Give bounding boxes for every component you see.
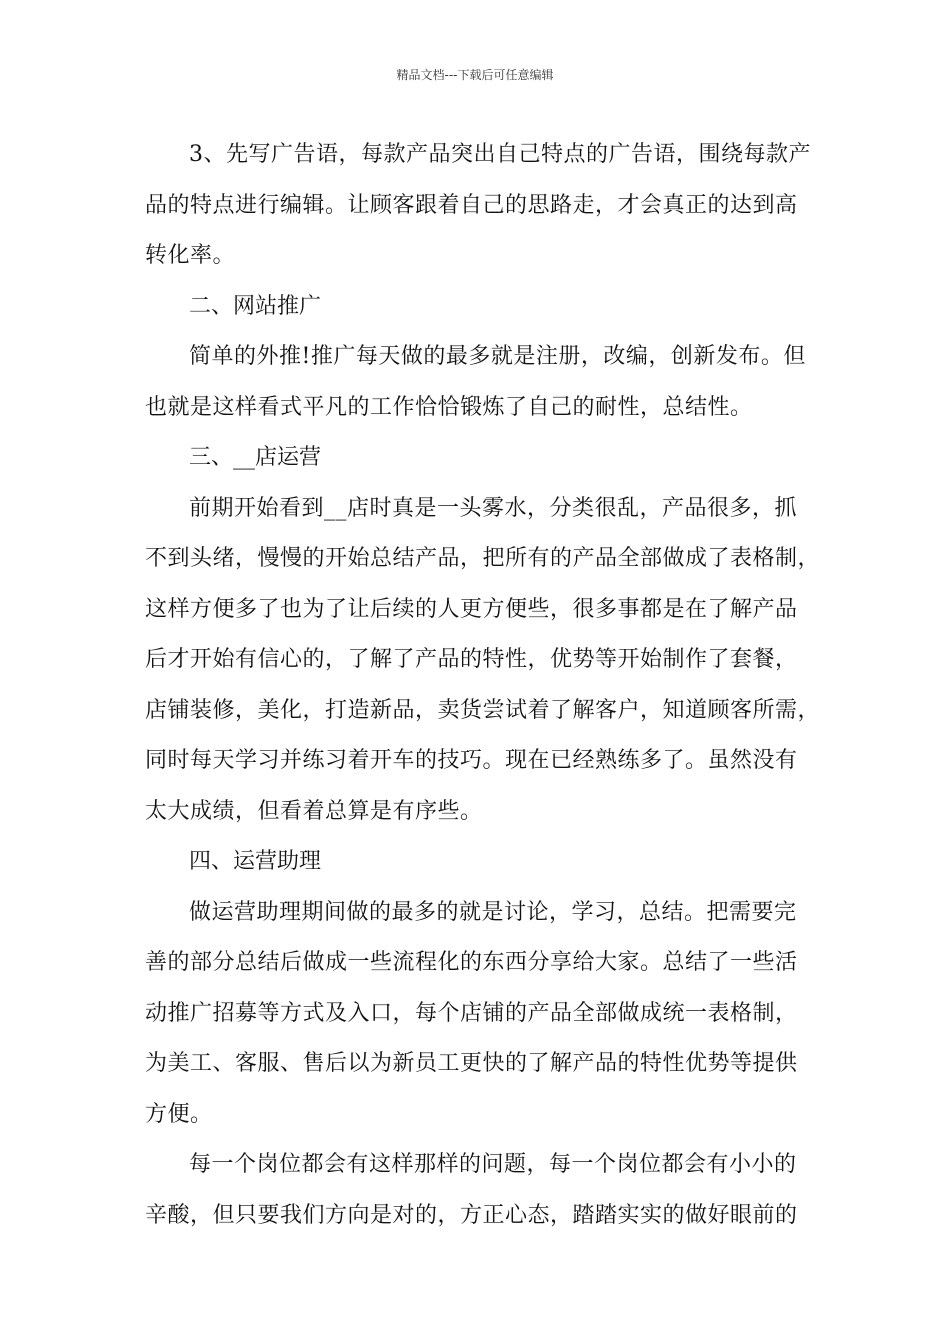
- paragraph-ad-slogan: [145, 130, 815, 282]
- text-line: 前期开始看到__店时真是一头雾水，分类很乱，产品很多，抓: [189, 495, 798, 521]
- document-body: [145, 130, 821, 1241]
- text-line: 品的特点进行编辑。让顾客跟着自己的思路走，才会真正的达到高: [145, 192, 798, 218]
- paragraph-store-operation: [145, 484, 821, 838]
- text-line: 不到头绪，慢慢的开始总结产品，把所有的产品全部做成了表格制，: [145, 546, 821, 571]
- text-line: 每一个岗位都会有这样那样的问题，每一个岗位都会有小小的: [189, 1152, 797, 1177]
- section-heading-operation-assistant: 四、运营助理: [189, 849, 322, 874]
- text-line: 做运营助理期间做的最多的就是讨论，学习，总结。把需要完: [189, 899, 797, 925]
- text-line: 辛酸，但只要我们方向是对的，方正心态，踏踏实实的做好眼前的: [145, 1202, 798, 1228]
- text-line: 简单的外推!推广每天做的最多就是注册，改编，创新发布。但: [189, 344, 806, 369]
- text-line: 为美工、客服、售后以为新员工更快的了解产品的特性优势等提供: [145, 1051, 798, 1076]
- text-line: 后才开始有信心的，了解了产品的特性，优势等开始制作了套餐，: [145, 647, 798, 672]
- text-line: 善的部分总结后做成一些流程化的东西分享给大家。总结了一些活: [145, 950, 798, 975]
- text-line: 同时每天学习并练习着开车的技巧。现在已经熟练多了。虽然没有: [145, 748, 798, 773]
- text-line: 3、先写广告语，每款产品突出自己特点的广告语，围绕每款产: [189, 142, 811, 167]
- paragraph-closing: [145, 1140, 815, 1241]
- text-line: 太大成绩，但看着总算是有序些。: [145, 798, 483, 824]
- text-line: 方便。: [145, 1101, 213, 1127]
- paragraph-website-promotion: [145, 332, 815, 433]
- paragraph-operation-assistant: [145, 888, 815, 1141]
- page-header: 精品文档---下载后可任意编辑: [396, 68, 554, 82]
- text-line: 也就是这样看式平凡的工作恰恰锻炼了自己的耐性，总结性。: [145, 394, 753, 420]
- text-line: 转化率。: [145, 243, 236, 268]
- section-heading-website-promotion: 二、网站推广: [189, 293, 322, 319]
- text-line: 店铺装修，美化，打造新品，卖货尝试着了解客户，知道顾客所需，: [145, 697, 821, 723]
- text-line: 这样方便多了也为了让后续的人更方便些，很多事都是在了解产品: [145, 596, 798, 622]
- text-line: 动推广招募等方式及入口，每个店铺的产品全部做成统一表格制，: [145, 1000, 798, 1026]
- section-heading-store-operation: 三、__店运营: [189, 445, 322, 470]
